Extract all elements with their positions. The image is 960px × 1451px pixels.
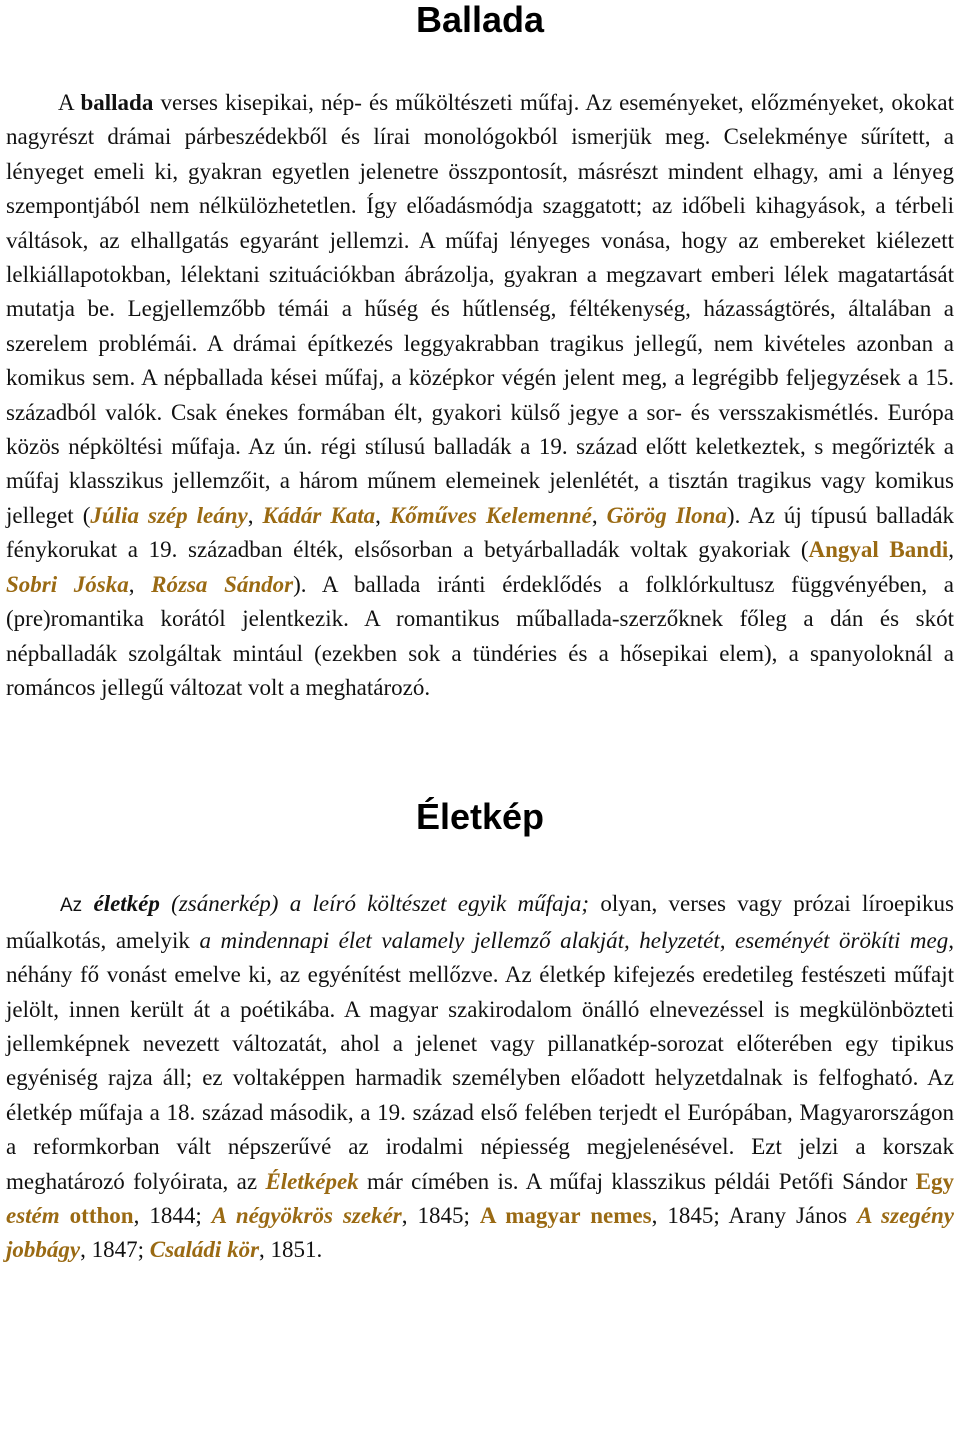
text-run: néhány fő vonást emelve ki, az egyénítést mellőzve. Az életkép kifejezés eredetileg festészeti műfajt jelölt, innen került át a poétikába. A magyar szakirodalom önálló elnevezéssel is megkülönbözteti jellemképnek nevezett változatát, ahol a jelenet vagy pillanatkép-sorozat előterében egy tipikus egyéniség rajza áll; ez voltaképpen harmadik személyben előadott helyzetdalnak is felfogható. Az életkép műfaja a 18. század második, a 19. század első felében terjedt el Európában, Magyarországon a reformkorban vált népszerűvé az irodalmi népiesség megjelenésével. Ezt jelzi a korszak meghatározó folyóirata, az (6, 962, 954, 1194)
text-run: már címében is. A műfaj klasszikus példái Petőfi Sándor (358, 1168, 916, 1194)
text-run: , 1847; (80, 1237, 150, 1263)
link-komuves-kelemenne[interactable]: Kőműves Kelemenné (389, 502, 592, 528)
section-title-eletkep: Életkép (415, 796, 545, 838)
link-part: Egy (915, 1168, 954, 1194)
link-part: otthon (59, 1202, 134, 1228)
link-part: estém (6, 1202, 60, 1228)
text-run: , 1845; (401, 1202, 480, 1228)
text-run: , (128, 571, 152, 597)
text-run: , 1844; (133, 1202, 212, 1228)
document-page (6, 0, 954, 1268)
text-run-italic: a mindennapi élet valamely jellemző alakját, helyzetét, eseményét örökíti meg, (199, 927, 954, 953)
text-run: A (58, 90, 81, 115)
text-run: , (948, 537, 954, 563)
section-title-ballada: Ballada (415, 0, 545, 40)
text-run: ). Az új típusú balladák fénykorukat a 19. században élték, elsősorban a betyárballadák voltak gyakoriak ( (6, 502, 955, 563)
text-run: Az (60, 895, 83, 917)
text-run: , (591, 502, 607, 528)
text-run: olyan, verses vagy prózai líroepikus műalkotás, amelyik (6, 891, 955, 953)
link-julia-szep-leany[interactable]: Júlia szép leány (90, 502, 248, 528)
text-run: , 1845; Arany János (651, 1202, 858, 1228)
link-sobri-joska[interactable]: Sobri Jóska (6, 571, 129, 597)
text-run: , (247, 502, 263, 528)
link-a-negyokros-szeker[interactable]: A négyökrös szekér (211, 1202, 402, 1228)
link-angyal-bandi[interactable]: Angyal Bandi (808, 537, 949, 563)
eletkep-paragraph (6, 887, 954, 1267)
ballada-paragraph (6, 86, 954, 705)
text-run-italic: (zsánerkép) a leíró költészet egyik műfaja; (159, 891, 590, 917)
link-rozsa-sandor[interactable]: Rózsa Sándor (151, 571, 294, 597)
term-eletkep: életkép (93, 891, 160, 917)
link-a-magyar-nemes[interactable]: A magyar nemes (479, 1202, 652, 1228)
link-csaladi-kor[interactable]: Családi kör (149, 1237, 260, 1263)
link-eletkepek[interactable]: Életképek (265, 1168, 359, 1194)
term-ballada: ballada (80, 90, 154, 115)
text-run: ). A ballada iránti érdeklődés a folklórkultusz függvényében, a (pre)romantika korától jelentkezik. A romantikus műballada-szerzőknek főleg a dán és skót népballadák szolgáltak mintául (ezekben sok a tündéries és a hősepikai elem), a spanyoloknál a románcos jellegű változat volt a meghatározó. (6, 571, 954, 700)
link-gorog-ilona[interactable]: Görög Ilona (606, 502, 727, 528)
link-kadar-kata[interactable]: Kádár Kata (262, 502, 376, 528)
text-run: verses kisepikai, nép- és műköltészeti műfaj. Az eseményeket, előzményeket, okokat nagyrészt drámai párbeszédekből és lírai monológokból ismerjük meg. Cselekménye sűrített, a lényeget emeli ki, gyakran egyetlen jelenetre összpontosít, másrészt mindent elhagy, ami a lényeg szempontjából nem nélkülözhetetlen. Így előadásmódja szaggatott; az időbeli kihagyások, a térbeli váltások, az elhallgatás egyaránt jellemzi. A műfaj lényeges vonása, hogy az embereket kiélezett lelkiállapotokban, lélektani szituációkban ábrázolja, gyakran a megzavart emberi lélek magatartását mutatja be. Legjellemzőbb témái a hűség és hűtlenség, féltékenység, házasságtörés, általában a szerelem problémái. A drámai építkezés leggyakrabban tragikus jellegű, nem kivételes azonban a komikus sem. A népballada kései műfaj, a középkor végén jelent meg, a legrégibb feljegyzések a 15. századból valók. Csak énekes formában élt, gyakori külső jegye a sor- és versszakismétlés. Európa közös népköltési műfaja. Az ún. régi stílusú balladák a 19. század előtt keletkeztek, s megőrizték a műfaj klasszikus jellemzőit, a három műnem elemeinek jelenlétét, a tisztán tragikus vagy komikus jelleget ( (6, 90, 955, 528)
text-run: , (375, 502, 390, 528)
text-run: , 1851. (259, 1237, 323, 1263)
link-a-szegeny-jobbagy[interactable]: A szegény jobbágy (6, 1202, 954, 1263)
